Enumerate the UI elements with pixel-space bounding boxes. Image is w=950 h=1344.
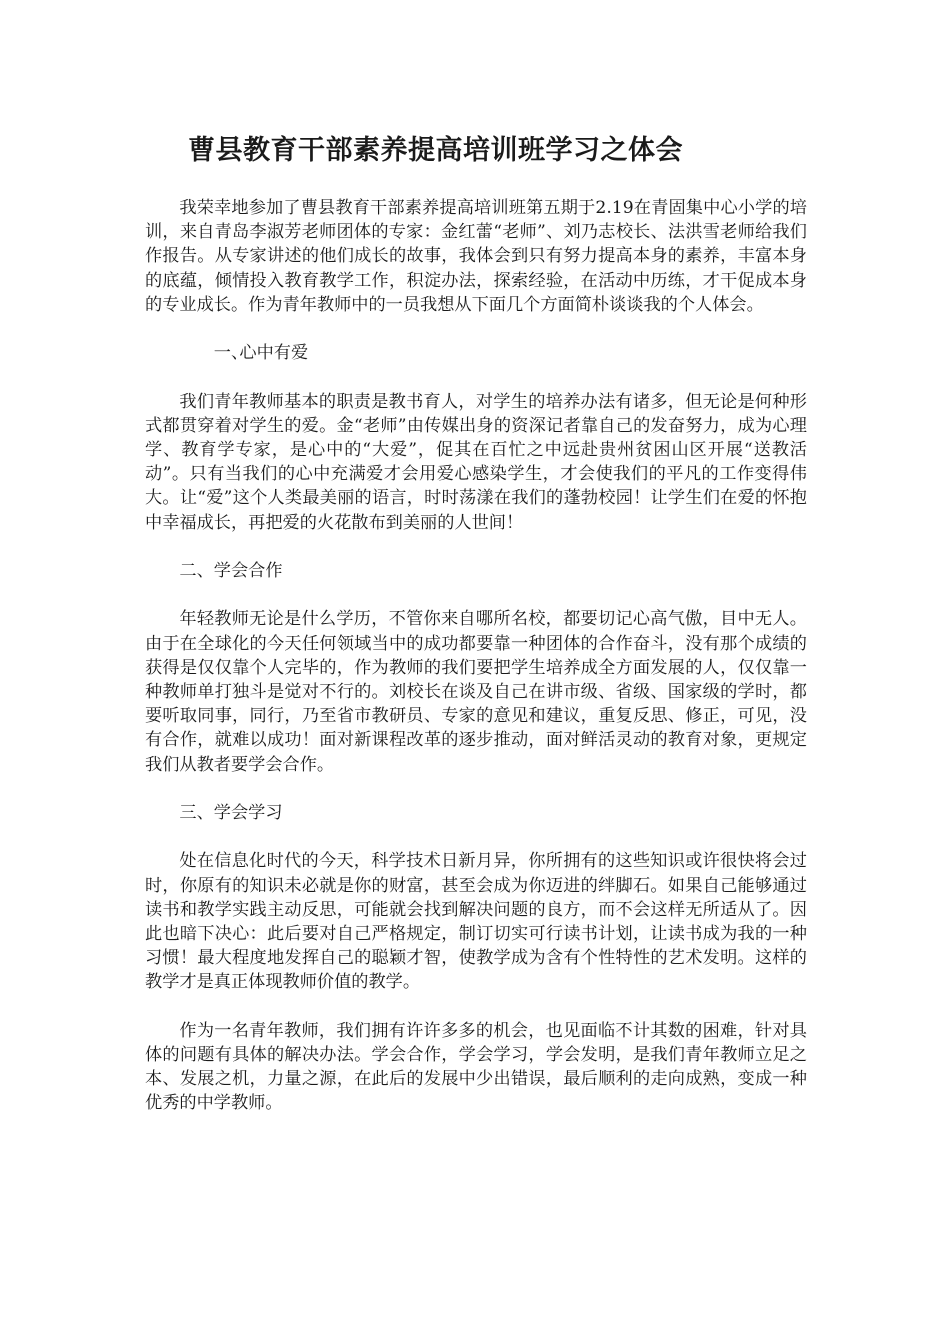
section-heading-1 (145, 341, 807, 365)
section-heading-3: 三、学会学习 (179, 803, 283, 823)
section-heading-2: 二、学会合作 (179, 561, 283, 581)
document-body (145, 196, 807, 1116)
section-title-1: 心中有爱 (239, 343, 309, 364)
intro-paragraph: 我荣幸地参加了曹县教育干部素养提高培训班第五期于2.19在青固集中心小学的培训，来自青岛李淑芳老师团体的专家：金红蕾“老师”、刘乃志校长、法洪雪老师给我们作报告。从专家讲述的他们成长的故事，我体会到只有努力提高本身的素养，丰富本身的底蕴，倾情投入教育教学工作，积淀办法，探索经验，在活动中历练，才干促成本身的专业成长。作为青年教师中的一员我想从下面几个方面简朴谈谈我的个人体会。 (145, 198, 807, 315)
section-paragraph-3: 处在信息化时代的今天，科学技术日新月异，你所拥有的这些知识或许很快将会过时，你原有的知识未必就是你的财富，甚至会成为你迈进的绊脚石。如果自己能够通过读书和教学实践主动反思，可能就会找到解决问题的良方，而不会这样无所适从了。因此也暗下决心：此后要对自己严格规定，制订切实可行读书计划，让读书成为我的一种习惯！最大程度地发挥自己的聪颖才智，使教学成为含有个性特性的艺术发明。这样的教学才是真正体现教师价值的教学。 (145, 851, 807, 993)
section-number-1: 一、 (213, 343, 249, 364)
section-paragraph-2: 年轻教师无论是什么学历，不管你来自哪所名校，都要切记心高气傲，目中无人。由于在全球化的今天任何领域当中的成功都要靠一种团体的合作奋斗，没有那个成绩的获得是仅仅靠个人完毕的，作为教师的我们要把学生培养成全方面发展的人，仅仅靠一种教师单打独斗是觉对不行的。刘校长在谈及自己在讲市级、省级、国家级的学时，都要听取同事，同行，乃至省市教研员、专家的意见和建议，重复反思、修正，可见，没有合作，就难以成功！面对新课程改革的逐步推动，面对鲜活灵动的教育对象，更规定我们从教者要学会合作。 (145, 609, 807, 775)
section-paragraph-1: 我们青年教师基本的职责是教书育人，对学生的培养办法有诸多，但无论是何种形式都贯穿着对学生的爱。金“老师”由传媒出身的资深记者靠自己的发奋努力，成为心理学、教育学专家，是心中的“大爱”，促其在百忙之中远赴贵州贫困山区开展“送教活动”。只有当我们的心中充满爱才会用爱心感染学生，才会使我们的平凡的工作变得伟大。让“爱”这个人类最美丽的语言，时时荡漾在我们的蓬勃校园！让学生们在爱的怀抱中幸福成长，再把爱的火花散布到美丽的人世间！ (145, 391, 807, 533)
document-title: 曹县教育干部素养提高培训班学习之体会 (188, 135, 683, 166)
conclusion-paragraph: 作为一名青年教师，我们拥有许许多多的机会，也见面临不计其数的困难，针对具体的问题有具体的解决办法。学会合作，学会学习，学会发明，是我们青年教师立足之本、发展之机，力量之源，在此后的发展中少出错误，最后顺利的走向成熟，变成一种优秀的中学教师。 (145, 1020, 807, 1114)
